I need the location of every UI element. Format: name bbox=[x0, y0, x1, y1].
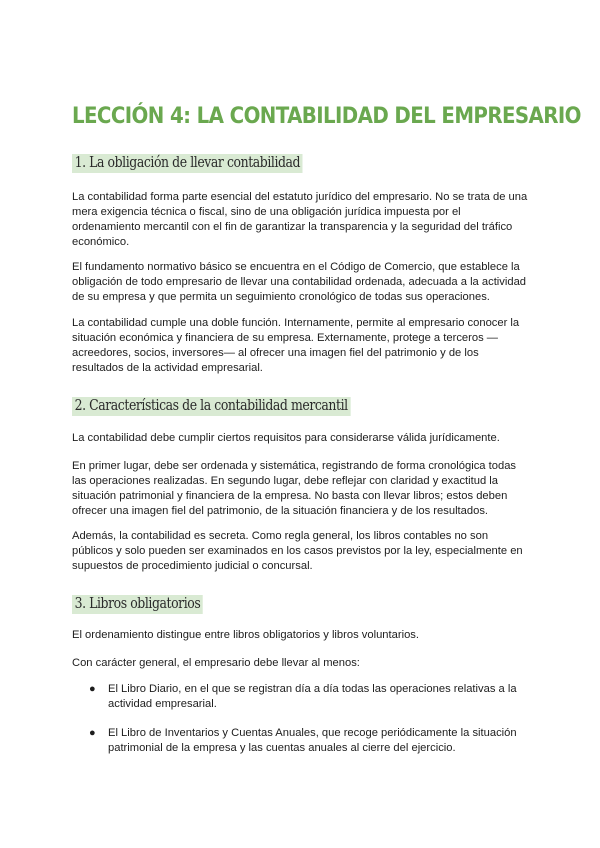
section-2-paragraph-1: La contabilidad debe cumplir ciertos requisitos para considerarse válida jurídicamente. bbox=[72, 432, 500, 444]
section-heading-1 bbox=[72, 152, 303, 174]
section-heading-3 bbox=[72, 593, 203, 615]
section-3-paragraph-1: El ordenamiento distingue entre libros obligatorios y libros voluntarios. bbox=[72, 629, 419, 641]
list-item bbox=[72, 682, 528, 712]
section-3-paragraph-2: Con carácter general, el empresario debe llevar al menos: bbox=[72, 657, 360, 669]
list-item-text: El Libro de Inventarios y Cuentas Anuales, que recoge periódicamente la situación patrimonial de la empresa y las cuentas anuales al cierre del ejercicio. bbox=[108, 727, 517, 754]
list-item bbox=[72, 726, 528, 756]
bullet-icon: ● bbox=[89, 727, 96, 739]
page-title: LECCIÓN 4: LA CONTABILIDAD DEL EMPRESARIO bbox=[72, 103, 581, 129]
section-heading-1-text: 1. La obligación de llevar contabilidad bbox=[72, 154, 303, 173]
section-heading-3-text: 3. Libros obligatorios bbox=[72, 595, 203, 614]
section-1-paragraph-2: El fundamento normativo básico se encuentra en el Código de Comercio, que establece la obligación de todo empresario de llevar una contabilidad ordenada, adecuada a la actividad de su empresa y que permita un seguimiento cronológico de todas sus operaciones. bbox=[72, 261, 527, 303]
required-books-list bbox=[72, 682, 528, 756]
section-1-paragraph-1: La contabilidad forma parte esencial del estatuto jurídico del empresario. No se trata de una mera exigencia técnica o fiscal, sino de una obligación jurídica impuesta por el ordenamiento mercantil con el fin de garantizar la transparencia y la seguridad del tráfico económico. bbox=[72, 191, 528, 248]
section-heading-2 bbox=[72, 395, 350, 417]
section-1-paragraph-3: La contabilidad cumple una doble función. Internamente, permite al empresario conocer la situación económica y financiera de su empresa. Externamente, protege a terceros —acreedores, socios, inversores— al ofrecer una imagen fiel del patrimonio y de los resultados de la actividad empresarial. bbox=[72, 317, 520, 374]
section-heading-2-text: 2. Características de la contabilidad mercantil bbox=[72, 397, 350, 416]
bullet-icon: ● bbox=[89, 683, 96, 695]
section-2-paragraph-3: Además, la contabilidad es secreta. Como regla general, los libros contables no son públicos y solo pueden ser examinados en los casos previstos por la ley, especialmente en supuestos de procedimiento judicial o concursal. bbox=[72, 530, 523, 572]
list-item-text: El Libro Diario, en el que se registran día a día todas las operaciones relativas a la actividad empresarial. bbox=[108, 683, 517, 710]
section-2-paragraph-2: En primer lugar, debe ser ordenada y sistemática, registrando de forma cronológica todas las operaciones realizadas. En segundo lugar, debe reflejar con claridad y exactitud la situación patrimonial y financiera de la empresa. No basta con llevar libros; estos deben ofrecer una imagen fiel del patrimonio, de la situación financiera y de los resultados. bbox=[72, 460, 517, 517]
